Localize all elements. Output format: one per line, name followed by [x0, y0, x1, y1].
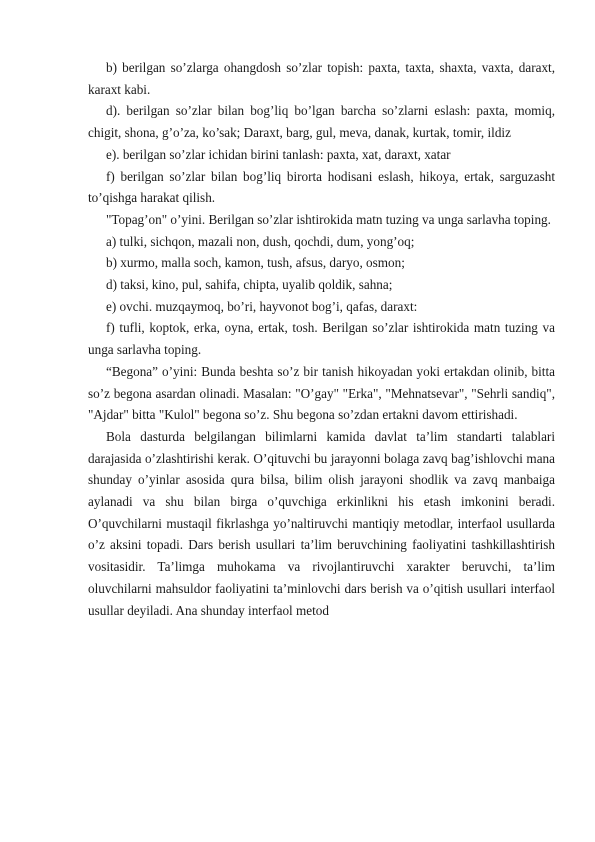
paragraph-3: e). berilgan so’zlar ichidan birini tanlash: paxta, xat, daraxt, xatar — [106, 146, 451, 162]
paragraph-7: b) xurmo, malla soch, kamon, tush, afsus, daryo, osmon; — [106, 255, 405, 271]
document-page — [88, 57, 555, 621]
paragraph-11: “Begona” o’yini: Bunda beshta so’z bir tanish hikoyadan yoki ertakdan olinib, bitta so’z begona asardan olinadi. Masalan: "O’gay" "Erka", "Mehnatsevar", "Sehrli sandiq", "Ajdar" bitta "Kulol" begona so’z. Shu begona so’zdan ertakni davom ettirishadi. — [88, 363, 555, 423]
paragraph-9: e) ovchi. muzqaymoq, bo’ri, hayvonot bog’i, qafas, daraxt: — [106, 298, 418, 314]
paragraph-8: d) taksi, kino, pul, sahifa, chipta, uyalib qoldik, sahna; — [106, 277, 393, 293]
paragraph-5: "Topag’on" o’yini. Berilgan so’zlar ishtirokida matn tuzing va unga sarlavha toping. — [106, 211, 551, 227]
paragraph-12: Bola dasturda belgilangan bilimlarni kamida davlat ta’lim standarti talablari darajasida o’zlashtirishi kerak. O’qituvchi bu jarayonni bolaga zavq bag’ishlovchi mana shunday o’yinlar asosida qura bilsa, bilim olish jarayoni shodlik va zavq manbaiga aylanadi va shu bilan birga o’quvchiga erkinlikni his etash imkonini beradi. O’quvchilarni mustaqil fikrlashga yo’naltiruvchi mantiqiy metodlar, interfaol usullarda o’z aksini topadi. Dars berish usullari ta’lim beruvchining faoliyatini tashkillashtirish vositasidir. Ta’limga muhokama va rivojlantiruvchi xarakter beruvchi, ta’lim oluvchilarni mahsuldor faoliyatini ta’minlovchi dars berish va o’qitish usullari interfaol usullar deyiladi. Ana shunday interfaol metod — [88, 428, 555, 618]
paragraph-2: d). berilgan so’zlar bilan bog’liq bo’lgan barcha so’zlarni eslash: paxta, momiq, chigit, shona, g’o’za, ko’sak; Daraxt, barg, gul, meva, danak, kurtak, tomir, ildiz — [88, 103, 555, 141]
paragraph-10: f) tufli, koptok, erka, oyna, ertak, tosh. Berilgan so’zlar ishtirokida matn tuzing va unga sarlavha toping. — [88, 320, 555, 358]
paragraph-1: b) berilgan so’zlarga ohangdosh so’zlar topish: paxta, taxta, shaxta, vaxta, daraxt, karaxt kabi. — [88, 60, 555, 97]
paragraph-4: f) berilgan so’zlar bilan bog’liq birorta hodisani eslash, hikoya, ertak, sarguzasht to’qishga harakat qilish. — [88, 168, 555, 206]
paragraph-6: a) tulki, sichqon, mazali non, dush, qochdi, dum, yong’oq; — [106, 233, 415, 249]
